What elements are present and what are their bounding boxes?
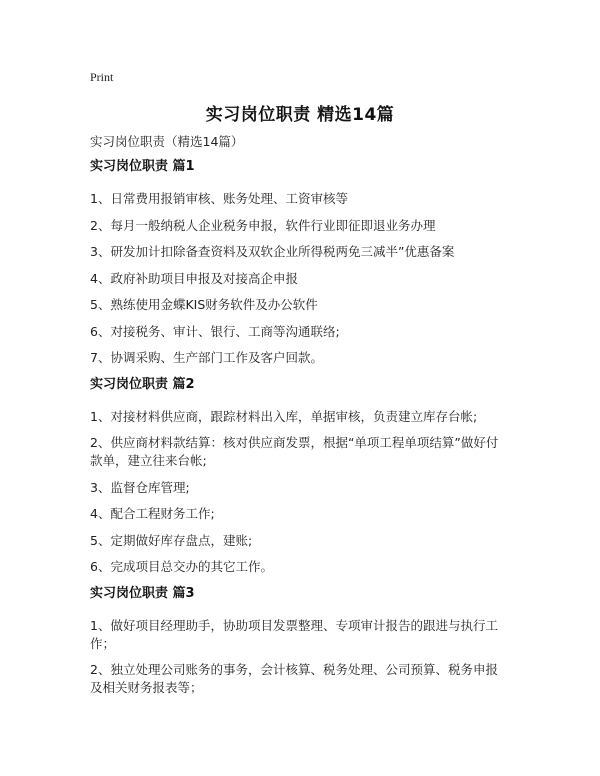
list-item: 6、完成项目总交办的其它工作。 [90, 559, 273, 574]
list-item: 1、日常费用报销审核、账务处理、工资审核等 [90, 191, 348, 206]
section-heading: 实习岗位职责 篇3 [90, 585, 195, 601]
list-item: 5、熟练使用金蝶KIS财务软件及办公软件 [90, 297, 318, 312]
list-item: 2、独立处理公司账务的事务，会计核算、税务处理、公司预算、税务申报及相关财务报表等； [90, 662, 498, 695]
list-item: 3、监督仓库管理; [90, 479, 190, 495]
list-item: 4、政府补助项目申报及对接高企申报 [90, 270, 298, 286]
list-item: 2、每月一般纳税人企业税务申报，软件行业即征即退业务办理 [90, 217, 436, 233]
list-item: 5、定期做好库存盘点，建账; [90, 532, 253, 548]
list-item: 1、做好项目经理助手，协助项目发票整理、专项审计报告的跟进与执行工作； [90, 617, 498, 651]
section-heading: 实习岗位职责 篇1 [90, 159, 195, 174]
list-item: 6、对接税务、审计、银行、工商等沟通联络; [90, 323, 340, 339]
list-item: 2、供应商材料款结算：核对供应商发票，根据“单项工程单项结算”做好付款单，建立往来台帐; [90, 435, 499, 468]
page-title: 实习岗位职责 精选14篇 [205, 105, 395, 125]
list-item: 3、研发加计扣除备查资料及双软企业所得税两免三减半”优惠备案 [90, 244, 455, 259]
list-item: 1、对接材料供应商，跟踪材料出入库，单据审核，负责建立库存台帐; [90, 408, 478, 424]
page-subtitle: 实习岗位职责（精选14篇） [90, 134, 244, 149]
section-1 [90, 158, 510, 367]
section-3 [90, 585, 510, 698]
list-item: 7、协调采购、生产部门工作及客户回款。 [90, 350, 323, 365]
document-body [90, 158, 510, 706]
section-heading: 实习岗位职责 篇2 [90, 376, 195, 392]
list-item: 4、配合工程财务工作; [90, 506, 215, 521]
section-2 [90, 376, 510, 577]
print-label: Print [90, 70, 114, 84]
